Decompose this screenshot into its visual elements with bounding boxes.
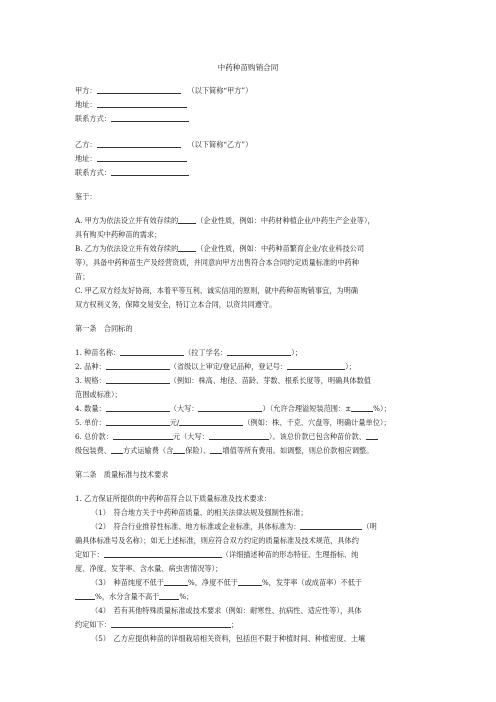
article1-item1 [75, 348, 425, 357]
article2-para1: 1. 乙方保证所提供的中药种苗符合以下质量标准及技术要求： [75, 494, 272, 503]
article1-item5 [75, 418, 425, 427]
article1-heading: 第一条 合同标的 [75, 324, 133, 333]
cleanliness-blank[interactable] [238, 578, 262, 586]
preamble-b-line3: 苗； [75, 272, 90, 281]
preamble-c-line1: C. 甲乙双方经友好协商，本着平等互利、诚实信用的原则，就中药种苗购销事宜，为明确 [75, 286, 358, 295]
party-b-address-blank[interactable] [97, 154, 187, 162]
article2-sub2-line4: 度、净度、发芽率、含水量、病虫害情况等）； [75, 564, 223, 573]
party-b-contact-line [75, 168, 425, 177]
item1-end: ）； [291, 348, 303, 357]
total-price-label: 6. 总价款： [75, 432, 113, 441]
article2-heading: 第二条 质量标准与技术要求 [75, 470, 169, 479]
package-text: 级包装费、 [75, 446, 111, 455]
party-a-name-label: 甲方： [75, 86, 97, 95]
purity-blank[interactable] [164, 578, 188, 586]
party-a-name-line [75, 86, 425, 95]
article2-sub2-line2: 确具体标准号及名称）；如无上述标准，则应符合双方约定的质量标准及技术规范，具体约 [75, 536, 359, 545]
special-req-blank[interactable] [111, 620, 231, 628]
preamble-heading: 鉴于： [75, 192, 97, 201]
total-price-caps-blank[interactable] [209, 432, 269, 440]
spec-blank[interactable] [106, 376, 170, 384]
party-a-contact-label: 联系方式： [75, 114, 111, 123]
party-b-contact-label: 联系方式： [75, 168, 111, 177]
sub2-agreed-note: （详细描述种苗的形态特征、生理指标、纯 [221, 550, 359, 559]
article1-item4 [75, 404, 425, 413]
purity-label: （3） 种苗纯度不低于 [91, 578, 164, 587]
party-b-name-line [75, 140, 425, 149]
article2-sub1: （1） 符合地方关于中药种苗质量、的相关法律法规及强制性标准； [91, 508, 308, 517]
agreed-standard-blank[interactable] [104, 550, 222, 558]
party-b-name-note: （以下简称“乙方”） [187, 140, 253, 149]
article2-sub3-line2 [75, 592, 425, 601]
item4-end: %）； [373, 404, 391, 413]
unit-price-currency: 元/ [169, 418, 180, 427]
quantity-label: 4. 数量： [75, 404, 106, 413]
party-a-contact-blank[interactable] [111, 114, 189, 122]
party-b-contact-blank[interactable] [111, 168, 189, 176]
article2-sub2-line3 [75, 550, 425, 559]
article2-sub4-line2 [75, 620, 425, 629]
insurance-blank[interactable] [173, 446, 185, 454]
insurance-text: 保险）、 [185, 446, 211, 455]
preamble-b-line2: 等），具备中药种苗生产及经营资质，并同意向甲方出售符合本合同约定质量标准的中药种 [75, 258, 359, 267]
article2-sub2 [91, 522, 441, 531]
party-a-contact-line [75, 114, 425, 123]
tolerance-blank[interactable] [351, 404, 373, 412]
party-a-nature-blank[interactable] [178, 216, 196, 224]
preamble-a-text: A. 甲方为依法设立并有效存续的 [75, 216, 179, 225]
article1-item3 [75, 376, 425, 385]
article2-sub3 [91, 578, 441, 587]
latin-name-label: （拉丁学名： [184, 348, 228, 357]
sub2-text: （2） 符合行业推荐性标准、地方标准或企业标准，具体标准为： [91, 522, 301, 531]
preamble-a-note: （企业性质，例如：中药材种植企业/中药生产企业等）， [196, 216, 375, 225]
quantity-blank[interactable] [106, 404, 170, 412]
item2-end: ）； [345, 362, 356, 371]
preamble-b-note: （企业性质，例如：中药种苗繁育企业/农业科技公司 [196, 244, 365, 253]
preamble-b-text: B. 乙方为依法设立并有效存续的 [75, 244, 179, 253]
party-a-name-note: （以下简称“甲方”） [187, 86, 253, 95]
preamble-c-line2: 双方权利义务，保障交易安全，特订立本合同，以资共同遵守。 [75, 300, 277, 309]
sub4-end: ； [230, 620, 239, 629]
unit-blank[interactable] [179, 418, 243, 426]
preamble-a-line2: 具有购买中药种苗的需求； [75, 230, 162, 239]
article1-item2 [75, 362, 425, 371]
moisture-label: %，水分含量不高于 [95, 592, 160, 601]
article2-sub4: （4） 若有其他特殊质量标准或技术要求（例如：耐寒性、抗病性、适应性等），具体 [91, 606, 362, 615]
party-b-address-line [75, 154, 425, 163]
transport-text: 方式运输费（含 [122, 446, 174, 455]
total-price-caps-label: 元（大写： [172, 432, 209, 441]
party-a-name-blank[interactable] [97, 86, 181, 94]
document-title: 中药种苗购销合同 [217, 63, 279, 72]
total-price-blank[interactable] [113, 432, 173, 440]
seedling-name-blank[interactable] [120, 348, 184, 356]
party-a-address-line [75, 100, 425, 109]
transport-method-blank[interactable] [111, 446, 123, 454]
article1-item6-line2 [75, 446, 425, 455]
cleanliness-label: %，净度不低于 [187, 578, 238, 587]
party-b-name-blank[interactable] [97, 140, 181, 148]
unit-price-label: 5. 单价： [75, 418, 106, 427]
germination-blank[interactable] [75, 592, 95, 600]
party-b-address-label: 地址： [75, 154, 97, 163]
package-grade-blank[interactable] [366, 432, 378, 440]
total-price-note: ）。该总价款已包含种苗价款、 [268, 432, 366, 441]
tolerance-label: ）（允许合理溢短装范围：± [262, 404, 352, 413]
tax-blank[interactable] [210, 446, 222, 454]
sub3-end: %； [179, 592, 194, 601]
spec-label: 3. 规格： [75, 376, 106, 385]
preamble-b-line1 [75, 244, 425, 253]
quantity-caps-blank[interactable] [198, 404, 262, 412]
unit-note: （例如：株、千克、穴盘等，明确计量单位）； [243, 418, 391, 427]
preamble-a-line1 [75, 216, 425, 225]
unit-price-blank[interactable] [106, 418, 170, 426]
party-b-nature-blank[interactable] [178, 244, 196, 252]
article1-item6 [75, 432, 425, 441]
article1-item3-line2: 范围或标准）； [75, 390, 122, 399]
moisture-blank[interactable] [159, 592, 179, 600]
special-req-label: 约定如下： [75, 620, 111, 629]
quantity-caps-label: （大写： [169, 404, 199, 413]
spec-note: （例如：株高、地径、苗龄、芽数、根系长度等，明确具体数值 [169, 376, 371, 385]
variety-label: 2. 品种： [75, 362, 106, 371]
standard-blank[interactable] [300, 522, 362, 530]
registration-blank[interactable] [287, 362, 345, 370]
variety-blank[interactable] [106, 362, 170, 370]
sub2-agreed-label: 定如下： [75, 550, 104, 559]
latin-name-blank[interactable] [227, 348, 291, 356]
tax-text: 增值等所有费用。如调整，则总价款相应调整。 [222, 446, 374, 455]
party-a-address-blank[interactable] [97, 100, 187, 108]
germination-label: %，发芽率（或成苗率）不低于 [261, 578, 363, 587]
party-a-address-label: 地址： [75, 100, 97, 109]
sub2-note: （明 [362, 522, 377, 531]
seedling-name-label: 1. 种苗名称： [75, 348, 121, 357]
article2-sub5: （5） 乙方应提供种苗的详细栽培相关资料，包括但不限于种植时间、种植密度、土壤 [91, 634, 366, 643]
registration-label: （省级以上审定/登记品种，登记号： [169, 362, 288, 371]
party-b-name-label: 乙方： [75, 140, 97, 149]
